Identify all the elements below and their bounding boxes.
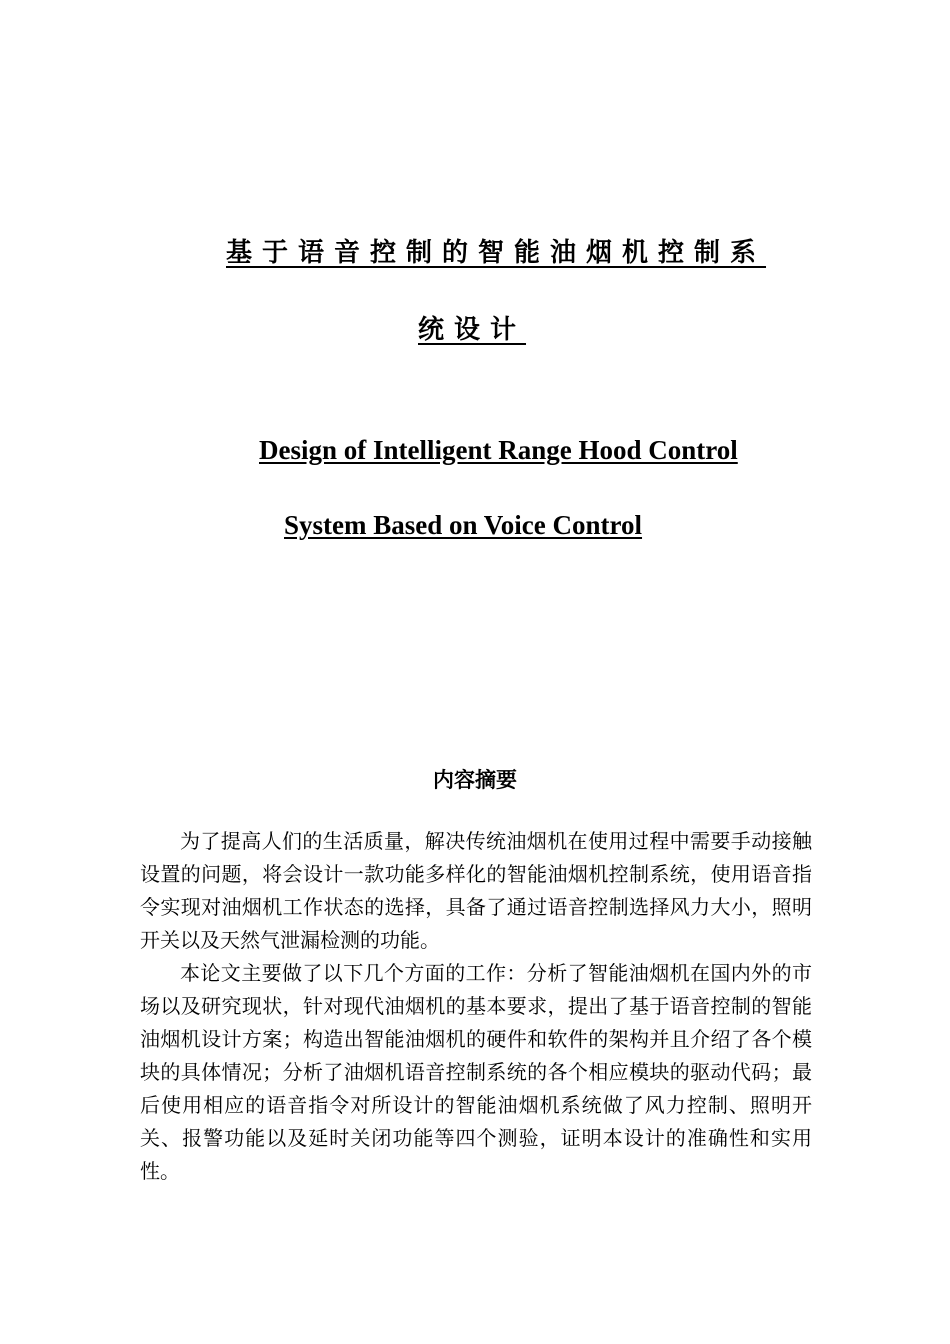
english-title-line-2: System Based on Voice Control <box>284 510 643 540</box>
chinese-title-line-1: 基于语音控制的智能油烟机控制系 <box>226 238 767 268</box>
abstract-heading: 内容摘要 <box>433 768 517 792</box>
abstract-paragraph-2: 本论文主要做了以下几个方面的工作：分析了智能油烟机在国内外的市场以及研究现状，针对现代油烟机的基本要求，提出了基于语音控制的智能油烟机设计方案；构造出智能油烟机的硬件和软件的架构并且介绍了各个模块的具体情况；分析了油烟机语音控制系统的各个相应模块的驱动代码；最后使用相应的语音指令对所设计的智能油烟机系统做了风力控制、照明开关、报警功能以及延时关闭功能等四个测验，证明本设计的准确性和实用性。 <box>140 961 812 1183</box>
abstract-body <box>140 825 812 1188</box>
chinese-title-line-2: 统设计 <box>418 315 527 345</box>
abstract-paragraph-1: 为了提高人们的生活质量，解决传统油烟机在使用过程中需要手动接触设置的问题，将会设计一款功能多样化的智能油烟机控制系统，使用语音指令实现对油烟机工作状态的选择，具备了通过语音控制选择风力大小，照明开关以及天然气泄漏检测的功能。 <box>140 829 812 952</box>
english-title-line-1: Design of Intelligent Range Hood Control <box>259 435 738 465</box>
